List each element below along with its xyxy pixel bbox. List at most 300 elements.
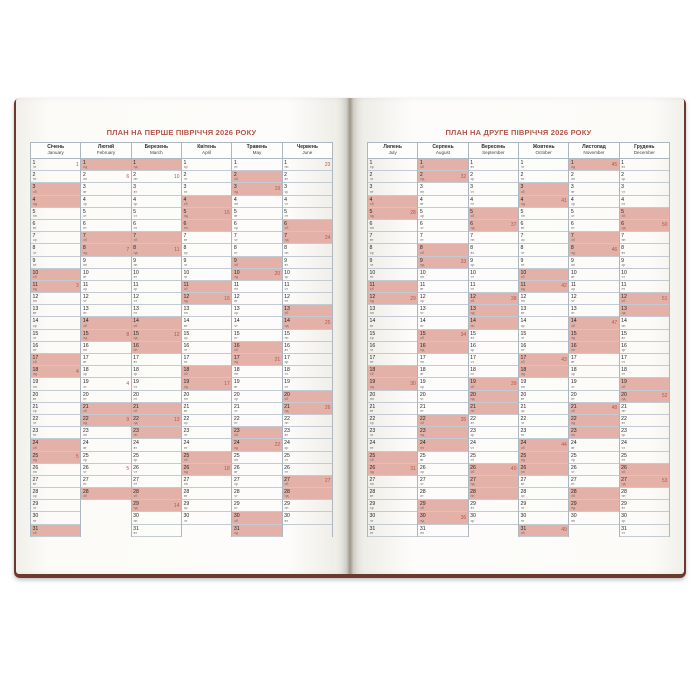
day-cell[interactable] [418, 305, 467, 317]
day-cell[interactable] [620, 232, 669, 244]
day-cell[interactable] [31, 257, 80, 269]
day-cell[interactable] [283, 391, 332, 403]
day-cell[interactable] [182, 220, 231, 232]
day-cell[interactable] [283, 378, 332, 390]
day-cell[interactable] [81, 208, 130, 220]
day-cell[interactable] [620, 366, 669, 378]
day-cell[interactable] [469, 269, 518, 281]
day-cell[interactable] [232, 378, 281, 390]
day-cell[interactable] [31, 439, 80, 451]
day-cell[interactable] [283, 183, 332, 195]
day-cell[interactable] [182, 476, 231, 488]
day-cell[interactable] [620, 208, 669, 220]
day-cell[interactable] [232, 525, 281, 537]
day-cell[interactable] [182, 452, 231, 464]
day-cell[interactable] [418, 220, 467, 232]
day-cell[interactable] [469, 183, 518, 195]
day-cell[interactable] [469, 415, 518, 427]
day-cell[interactable] [368, 293, 417, 305]
day-cell[interactable] [31, 488, 80, 500]
day-cell[interactable] [519, 500, 568, 512]
day-cell[interactable] [620, 488, 669, 500]
day-cell[interactable] [368, 305, 417, 317]
day-cell[interactable] [569, 378, 618, 390]
day-cell[interactable] [232, 354, 281, 366]
day-cell[interactable] [368, 183, 417, 195]
day-cell[interactable] [283, 232, 332, 244]
day-cell[interactable] [283, 317, 332, 329]
day-cell[interactable] [368, 330, 417, 342]
day-cell[interactable] [368, 171, 417, 183]
day-cell[interactable] [232, 293, 281, 305]
day-cell[interactable] [182, 159, 231, 171]
day-cell[interactable] [81, 317, 130, 329]
day-cell[interactable] [182, 512, 231, 524]
day-cell[interactable] [519, 366, 568, 378]
day-cell[interactable] [132, 232, 181, 244]
day-cell[interactable] [368, 488, 417, 500]
day-cell[interactable] [232, 488, 281, 500]
day-cell[interactable] [519, 293, 568, 305]
day-cell[interactable] [418, 244, 467, 256]
day-cell[interactable] [620, 196, 669, 208]
day-cell[interactable] [182, 342, 231, 354]
day-cell[interactable] [81, 391, 130, 403]
day-cell[interactable] [232, 427, 281, 439]
day-cell[interactable] [418, 391, 467, 403]
day-cell[interactable] [418, 208, 467, 220]
day-cell[interactable] [418, 427, 467, 439]
day-cell[interactable] [469, 232, 518, 244]
day-cell[interactable] [182, 196, 231, 208]
day-cell[interactable] [31, 391, 80, 403]
day-cell[interactable] [81, 305, 130, 317]
day-cell[interactable] [519, 452, 568, 464]
day-cell[interactable] [418, 342, 467, 354]
day-cell[interactable] [418, 257, 467, 269]
day-cell[interactable] [368, 220, 417, 232]
day-cell[interactable] [569, 512, 618, 524]
day-cell[interactable] [283, 366, 332, 378]
day-cell[interactable] [418, 293, 467, 305]
day-cell[interactable] [519, 464, 568, 476]
day-cell[interactable] [132, 293, 181, 305]
day-cell[interactable] [569, 464, 618, 476]
day-cell[interactable] [469, 354, 518, 366]
day-cell[interactable] [469, 244, 518, 256]
day-cell[interactable] [232, 232, 281, 244]
day-cell[interactable] [620, 378, 669, 390]
day-cell[interactable] [31, 305, 80, 317]
day-cell[interactable] [232, 159, 281, 171]
day-cell[interactable] [418, 366, 467, 378]
day-cell[interactable] [418, 500, 467, 512]
day-cell[interactable] [283, 488, 332, 500]
day-cell[interactable] [620, 269, 669, 281]
day-cell[interactable] [469, 171, 518, 183]
day-cell[interactable] [232, 183, 281, 195]
day-cell[interactable] [519, 391, 568, 403]
day-cell[interactable] [132, 378, 181, 390]
day-cell[interactable] [232, 330, 281, 342]
day-cell[interactable] [132, 464, 181, 476]
day-cell[interactable] [81, 354, 130, 366]
day-cell[interactable] [569, 476, 618, 488]
day-cell[interactable] [283, 427, 332, 439]
day-cell[interactable] [418, 232, 467, 244]
day-cell[interactable] [418, 452, 467, 464]
day-cell[interactable] [418, 488, 467, 500]
day-cell[interactable] [182, 354, 231, 366]
day-cell[interactable] [232, 476, 281, 488]
day-cell[interactable] [31, 354, 80, 366]
day-cell[interactable] [232, 403, 281, 415]
day-cell[interactable] [519, 525, 568, 537]
day-cell[interactable] [31, 208, 80, 220]
day-cell[interactable] [31, 293, 80, 305]
day-cell[interactable] [569, 220, 618, 232]
day-cell[interactable] [283, 281, 332, 293]
day-cell[interactable] [519, 171, 568, 183]
day-cell[interactable] [519, 305, 568, 317]
day-cell[interactable] [368, 403, 417, 415]
day-cell[interactable] [368, 269, 417, 281]
day-cell[interactable] [81, 171, 130, 183]
day-cell[interactable] [81, 269, 130, 281]
day-cell[interactable] [368, 354, 417, 366]
day-cell[interactable] [469, 512, 518, 524]
day-cell[interactable] [469, 159, 518, 171]
day-cell[interactable] [368, 427, 417, 439]
day-cell[interactable] [620, 281, 669, 293]
day-cell[interactable] [283, 452, 332, 464]
day-cell[interactable] [469, 220, 518, 232]
day-cell[interactable] [620, 415, 669, 427]
day-cell[interactable] [182, 317, 231, 329]
day-cell[interactable] [469, 330, 518, 342]
day-cell[interactable] [620, 500, 669, 512]
day-cell[interactable] [132, 281, 181, 293]
day-cell[interactable] [469, 464, 518, 476]
day-cell[interactable] [283, 512, 332, 524]
day-cell[interactable] [232, 452, 281, 464]
day-cell[interactable] [368, 476, 417, 488]
day-cell[interactable] [81, 476, 130, 488]
day-cell[interactable] [31, 171, 80, 183]
day-cell[interactable] [569, 183, 618, 195]
day-cell[interactable] [81, 488, 130, 500]
day-cell[interactable] [283, 293, 332, 305]
day-cell[interactable] [132, 525, 181, 537]
day-cell[interactable] [232, 269, 281, 281]
day-cell[interactable] [418, 439, 467, 451]
day-cell[interactable] [132, 500, 181, 512]
day-cell[interactable] [418, 269, 467, 281]
day-cell[interactable] [132, 305, 181, 317]
day-cell[interactable] [569, 427, 618, 439]
day-cell[interactable] [368, 500, 417, 512]
day-cell[interactable] [620, 317, 669, 329]
day-cell[interactable] [469, 257, 518, 269]
day-cell[interactable] [31, 427, 80, 439]
day-cell[interactable] [283, 415, 332, 427]
day-cell[interactable] [132, 342, 181, 354]
day-cell[interactable] [368, 525, 417, 537]
day-cell[interactable] [469, 342, 518, 354]
day-cell[interactable] [31, 269, 80, 281]
day-cell[interactable] [182, 415, 231, 427]
day-cell[interactable] [469, 305, 518, 317]
day-cell[interactable] [519, 208, 568, 220]
day-cell[interactable] [81, 342, 130, 354]
day-cell[interactable] [620, 244, 669, 256]
day-cell[interactable] [620, 305, 669, 317]
day-cell[interactable] [418, 512, 467, 524]
day-cell[interactable] [519, 476, 568, 488]
day-cell[interactable] [81, 293, 130, 305]
day-cell[interactable] [519, 330, 568, 342]
day-cell[interactable] [132, 220, 181, 232]
day-cell[interactable] [418, 464, 467, 476]
day-cell[interactable] [569, 293, 618, 305]
day-cell[interactable] [132, 317, 181, 329]
day-cell[interactable] [132, 257, 181, 269]
day-cell[interactable] [620, 391, 669, 403]
day-cell[interactable] [182, 183, 231, 195]
day-cell[interactable] [519, 220, 568, 232]
day-cell[interactable] [31, 196, 80, 208]
day-cell[interactable] [469, 196, 518, 208]
day-cell[interactable] [283, 269, 332, 281]
day-cell[interactable] [368, 317, 417, 329]
day-cell[interactable] [132, 476, 181, 488]
day-cell[interactable] [569, 305, 618, 317]
day-cell[interactable] [469, 317, 518, 329]
day-cell[interactable] [519, 196, 568, 208]
day-cell[interactable] [620, 171, 669, 183]
day-cell[interactable] [182, 464, 231, 476]
day-cell[interactable] [31, 378, 80, 390]
day-cell[interactable] [132, 208, 181, 220]
day-cell[interactable] [418, 281, 467, 293]
day-cell[interactable] [469, 427, 518, 439]
day-cell[interactable] [620, 403, 669, 415]
day-cell[interactable] [569, 317, 618, 329]
day-cell[interactable] [368, 232, 417, 244]
day-cell[interactable] [232, 317, 281, 329]
day-cell[interactable] [232, 257, 281, 269]
day-cell[interactable] [182, 391, 231, 403]
day-cell[interactable] [232, 196, 281, 208]
day-cell[interactable] [368, 512, 417, 524]
day-cell[interactable] [469, 500, 518, 512]
day-cell[interactable] [31, 330, 80, 342]
day-cell[interactable] [569, 281, 618, 293]
day-cell[interactable] [182, 427, 231, 439]
day-cell[interactable] [31, 415, 80, 427]
day-cell[interactable] [519, 354, 568, 366]
day-cell[interactable] [81, 403, 130, 415]
day-cell[interactable] [569, 257, 618, 269]
day-cell[interactable] [283, 244, 332, 256]
day-cell[interactable] [469, 439, 518, 451]
day-cell[interactable] [81, 257, 130, 269]
day-cell[interactable] [81, 159, 130, 171]
day-cell[interactable] [620, 330, 669, 342]
day-cell[interactable] [368, 257, 417, 269]
day-cell[interactable] [469, 488, 518, 500]
day-cell[interactable] [620, 354, 669, 366]
day-cell[interactable] [620, 525, 669, 537]
day-cell[interactable] [232, 391, 281, 403]
day-cell[interactable] [418, 171, 467, 183]
day-cell[interactable] [569, 354, 618, 366]
day-cell[interactable] [569, 171, 618, 183]
day-cell[interactable] [182, 257, 231, 269]
day-cell[interactable] [469, 378, 518, 390]
day-cell[interactable] [569, 269, 618, 281]
day-cell[interactable] [182, 305, 231, 317]
day-cell[interactable] [569, 439, 618, 451]
day-cell[interactable] [519, 257, 568, 269]
day-cell[interactable] [132, 452, 181, 464]
day-cell[interactable] [182, 232, 231, 244]
day-cell[interactable] [519, 415, 568, 427]
day-cell[interactable] [283, 196, 332, 208]
day-cell[interactable] [283, 159, 332, 171]
day-cell[interactable] [620, 452, 669, 464]
day-cell[interactable] [283, 220, 332, 232]
day-cell[interactable] [132, 196, 181, 208]
day-cell[interactable] [620, 293, 669, 305]
day-cell[interactable] [569, 500, 618, 512]
day-cell[interactable] [469, 366, 518, 378]
day-cell[interactable] [519, 183, 568, 195]
day-cell[interactable] [368, 391, 417, 403]
day-cell[interactable] [132, 183, 181, 195]
day-cell[interactable] [569, 488, 618, 500]
day-cell[interactable] [368, 196, 417, 208]
day-cell[interactable] [132, 415, 181, 427]
day-cell[interactable] [620, 159, 669, 171]
day-cell[interactable] [418, 196, 467, 208]
day-cell[interactable] [283, 257, 332, 269]
day-cell[interactable] [182, 208, 231, 220]
day-cell[interactable] [232, 439, 281, 451]
day-cell[interactable] [469, 403, 518, 415]
day-cell[interactable] [81, 281, 130, 293]
day-cell[interactable] [368, 281, 417, 293]
day-cell[interactable] [368, 464, 417, 476]
day-cell[interactable] [469, 208, 518, 220]
day-cell[interactable] [232, 512, 281, 524]
day-cell[interactable] [31, 281, 80, 293]
day-cell[interactable] [132, 391, 181, 403]
day-cell[interactable] [569, 415, 618, 427]
day-cell[interactable] [569, 452, 618, 464]
day-cell[interactable] [132, 403, 181, 415]
day-cell[interactable] [283, 330, 332, 342]
day-cell[interactable] [31, 500, 80, 512]
day-cell[interactable] [469, 293, 518, 305]
day-cell[interactable] [81, 244, 130, 256]
day-cell[interactable] [81, 196, 130, 208]
day-cell[interactable] [469, 452, 518, 464]
day-cell[interactable] [182, 488, 231, 500]
day-cell[interactable] [368, 452, 417, 464]
day-cell[interactable] [232, 220, 281, 232]
day-cell[interactable] [132, 488, 181, 500]
day-cell[interactable] [132, 366, 181, 378]
day-cell[interactable] [81, 183, 130, 195]
day-cell[interactable] [182, 330, 231, 342]
day-cell[interactable] [31, 366, 80, 378]
day-cell[interactable] [620, 220, 669, 232]
day-cell[interactable] [81, 330, 130, 342]
day-cell[interactable] [81, 232, 130, 244]
day-cell[interactable] [519, 244, 568, 256]
day-cell[interactable] [31, 159, 80, 171]
day-cell[interactable] [31, 403, 80, 415]
day-cell[interactable] [132, 439, 181, 451]
day-cell[interactable] [620, 476, 669, 488]
day-cell[interactable] [418, 525, 467, 537]
day-cell[interactable] [31, 220, 80, 232]
day-cell[interactable] [368, 208, 417, 220]
day-cell[interactable] [232, 208, 281, 220]
day-cell[interactable] [182, 366, 231, 378]
day-cell[interactable] [132, 354, 181, 366]
day-cell[interactable] [469, 476, 518, 488]
day-cell[interactable] [232, 342, 281, 354]
day-cell[interactable] [569, 196, 618, 208]
day-cell[interactable] [368, 439, 417, 451]
day-cell[interactable] [232, 281, 281, 293]
day-cell[interactable] [31, 183, 80, 195]
day-cell[interactable] [283, 439, 332, 451]
day-cell[interactable] [368, 244, 417, 256]
day-cell[interactable] [368, 159, 417, 171]
day-cell[interactable] [283, 342, 332, 354]
day-cell[interactable] [519, 378, 568, 390]
day-cell[interactable] [232, 500, 281, 512]
day-cell[interactable] [182, 403, 231, 415]
day-cell[interactable] [620, 427, 669, 439]
day-cell[interactable] [569, 366, 618, 378]
day-cell[interactable] [418, 183, 467, 195]
day-cell[interactable] [519, 403, 568, 415]
day-cell[interactable] [519, 269, 568, 281]
day-cell[interactable] [132, 427, 181, 439]
day-cell[interactable] [31, 452, 80, 464]
day-cell[interactable] [368, 378, 417, 390]
day-cell[interactable] [418, 159, 467, 171]
day-cell[interactable] [569, 403, 618, 415]
day-cell[interactable] [620, 183, 669, 195]
day-cell[interactable] [182, 269, 231, 281]
day-cell[interactable] [283, 354, 332, 366]
day-cell[interactable] [569, 391, 618, 403]
day-cell[interactable] [182, 281, 231, 293]
day-cell[interactable] [232, 305, 281, 317]
day-cell[interactable] [519, 488, 568, 500]
day-cell[interactable] [620, 439, 669, 451]
day-cell[interactable] [368, 342, 417, 354]
day-cell[interactable] [418, 378, 467, 390]
day-cell[interactable] [569, 208, 618, 220]
day-cell[interactable] [569, 342, 618, 354]
day-cell[interactable] [620, 464, 669, 476]
